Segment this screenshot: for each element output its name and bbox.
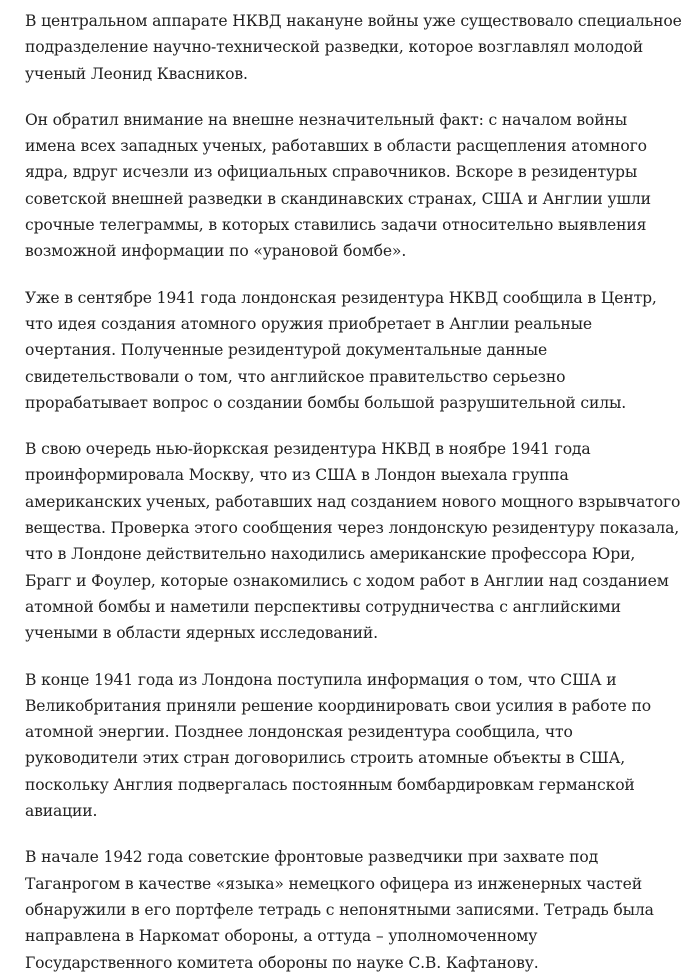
paragraph: В центральном аппарате НКВД накануне войны уже существовало специальное подразделение научно-технической разведки, которое возглавлял молодой ученый Леонид Квасников. bbox=[25, 12, 682, 83]
paragraph: В конце 1941 года из Лондона поступила информация о том, что США и Великобритания приняли решение координировать свои усилия в работе по атомной энергии. Позднее лондонская резидентура сообщила, что руководители этих стран договорились строить атомные объекты в США, поскольку Англия подвергалась постоянным бомбардировкам германской авиации. bbox=[25, 670, 652, 821]
paragraph: В свою очередь нью-йоркская резидентура НКВД в ноябре 1941 года проинформировала Москву, что из США в Лондон выехала группа американских ученых, работавших над созданием нового мощного взрывчатого вещества. Проверка этого сообщения через лондонскую резидентуру показала, что в Лондоне действительно находились американские профессора Юри, Брагг и Фоулер, которые ознакомились с ходом работ в Англии над созданием атомной бомбы и наметили перспективы сотрудничества с английскими учеными в области ядерных исследований. bbox=[25, 440, 681, 643]
paragraph: В начале 1942 года советские фронтовые разведчики при захвате под Таганрогом в качестве «языка» немецкого офицера из инженерных частей обнаружили в его портфеле тетрадь с непонятными записями. Тетрадь была направлена в Наркомат обороны, а оттуда – уполномоченному Государственного комитета обороны по науке С.В. Кафтанову. bbox=[25, 848, 654, 972]
paragraph: Он обратил внимание на внешне незначительный факт: с началом войны имена всех западных ученых, работавших в области расщепления атомного ядра, вдруг исчезли из официальных справочников. Вскоре в резидентуры советской внешней разведки в скандинавских странах, США и Англии ушли срочные телеграммы, в которых ставились задачи относительно выявления возможной информации по «урановой бомбе». bbox=[25, 110, 651, 261]
paragraph: Уже в сентябре 1941 года лондонская резидентура НКВД сообщила в Центр, что идея создания атомного оружия приобретает в Англии реальные очертания. Полученные резидентурой документальные данные свидетельствовали о том, что английское правительство серьезно прорабатывает вопрос о создании бомбы большой разрушительной силы. bbox=[25, 288, 657, 412]
